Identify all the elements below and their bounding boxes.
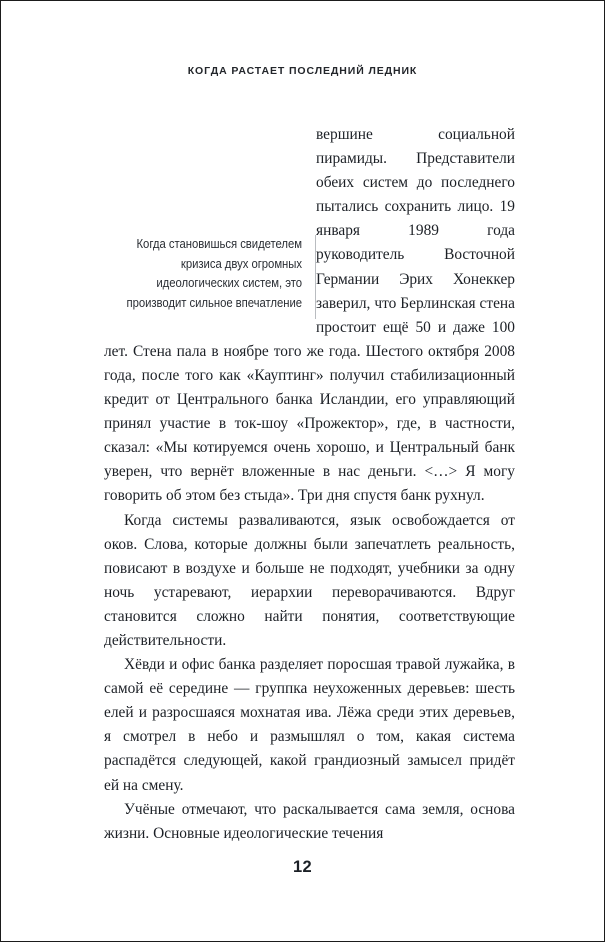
- body-paragraph: Хёвди и офис банка разделяет поросшая травой лужайка, в самой её середине — группка неухоженных деревьев: шесть елей и разросшаяся мохнатая ива. Лёжа среди этих деревьев, я смотрел в небо и размышлял о том, какая система распадётся следующей, какой грандиозный замысел придёт ей на смену.: [104, 656, 515, 794]
- running-head: КОГДА РАСТАЕТ ПОСЛЕДНИЙ ЛЕДНИК: [187, 65, 418, 77]
- pull-quote-line: производит сильное впечатление: [126, 295, 302, 310]
- page-number: 12: [293, 858, 312, 876]
- body-paragraph: вершине социальной пирамиды. Представители обеих систем до последнего пытались сохранить лицо. 19 января 1989 года руководитель Восточной Германии Эрих Хонеккер заверил, что Берлинская стена простоит ещё 50 и даже 100 лет. Стена пала в ноябре того же года. Шестого октября 2008 года, после того как «Кауптинг» получил стабилизационный кредит от Центрального банка Исландии, его управляющий принял участие в ток-шоу «Прожектор», где, в частности, сказал: «Мы котируемся очень хорошо, и Центральный банк уверен, что вернёт вложенные в нас деньги. <…> Я могу говорить об этом без стыда». Три дня спустя банк рухнул.: [104, 126, 515, 505]
- pull-quote-line: идеологических систем, это: [156, 276, 302, 291]
- body-text-block: [104, 123, 515, 846]
- pull-quote-line: Когда становишься свидетелем: [136, 237, 302, 251]
- body-paragraph: Учёные отмечают, что раскалывается сама земля, основа жизни. Основные идеологические течения: [104, 800, 515, 842]
- pull-quote-text: [124, 235, 302, 313]
- pull-quote: [104, 235, 316, 319]
- pull-quote-line: кризиса двух огромных: [180, 256, 302, 271]
- body-paragraph: Когда системы разваливаются, язык освобождается от оков. Слова, которые должны были запечатлеть реальность, повисают в воздухе и больше не подходят, учебники за одну ночь устаревают, иерархии переворачиваются. Вдруг становится сложно найти понятия, соответствующие действительности.: [104, 511, 515, 649]
